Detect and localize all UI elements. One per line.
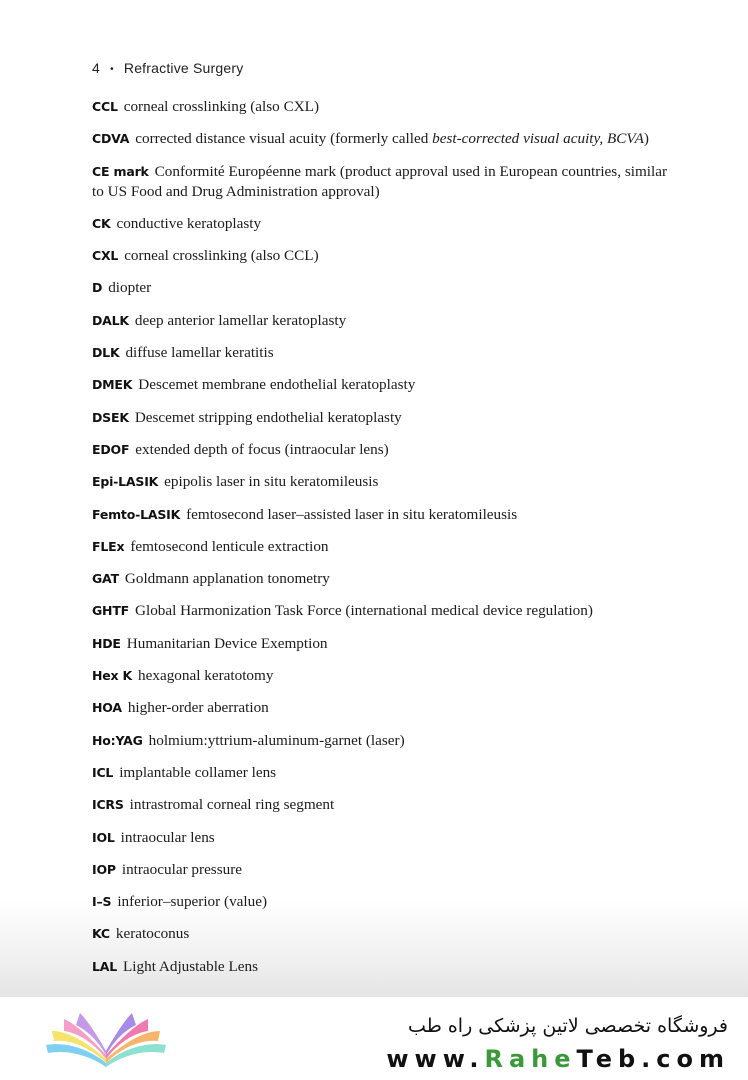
running-head: [92, 60, 243, 76]
store-url[interactable]: [386, 1045, 730, 1073]
abbreviation-definition: diffuse lamellar keratitis: [125, 344, 274, 362]
abbreviation-term: GAT: [92, 571, 119, 587]
abbreviation-definition: intraocular pressure: [121, 860, 243, 878]
abbreviation-definition: femtosecond lenticule extraction: [130, 537, 329, 555]
abbreviation-definition: Humanitarian Device Exemption: [126, 634, 328, 652]
store-footer: [0, 997, 748, 1080]
abbreviation-definition: inferior–superior (value): [117, 893, 268, 911]
abbreviation-list: [92, 97, 667, 989]
abbreviation-term: Epi-LASIK: [92, 474, 159, 490]
section-title: Refractive Surgery: [123, 60, 244, 76]
abbreviation-entry: [92, 828, 667, 848]
abbreviation-term: EDOF: [92, 441, 130, 457]
abbreviation-definition: holmium:yttrium-aluminum-garnet (laser): [148, 731, 405, 749]
abbreviation-entry: [92, 957, 667, 977]
abbreviation-definition: corneal crosslinking (also CCL): [124, 247, 319, 265]
abbreviation-definition: Conformité Européenne mark (product approval used in European countries, similar to US Food and Drug Administration approval): [92, 162, 668, 200]
abbreviation-term: CXL: [92, 248, 119, 264]
abbreviation-definition: corrected distance visual acuity (formerly called: [135, 130, 433, 148]
abbreviation-term: CDVA: [92, 131, 130, 147]
abbreviation-definition: extended depth of focus (intraocular lens): [135, 440, 389, 458]
abbreviation-definition: intraocular lens: [120, 828, 215, 846]
url-prefix: www.: [386, 1045, 485, 1073]
bullet-separator: •: [110, 64, 114, 75]
abbreviation-term: D: [92, 280, 103, 296]
abbreviation-definition: epipolis laser in situ keratomileusis: [164, 473, 379, 491]
abbreviation-term: Ho:YAG: [92, 732, 143, 748]
abbreviation-definition: Descemet membrane endothelial keratoplasty: [138, 376, 416, 394]
abbreviation-term: IOP: [92, 861, 116, 877]
abbreviation-entry: [92, 440, 667, 460]
abbreviation-term: KC: [92, 926, 110, 942]
abbreviation-term: ICRS: [92, 797, 124, 813]
abbreviation-term: ICL: [92, 764, 114, 780]
abbreviation-entry: [92, 408, 667, 428]
url-rahe: Rahe: [484, 1045, 577, 1073]
abbreviation-term: DALK: [92, 312, 129, 328]
abbreviation-definition: diopter: [108, 279, 152, 297]
abbreviation-term: DMEK: [92, 377, 133, 393]
abbreviation-definition: femtosecond laser–assisted laser in situ keratomileusis: [186, 505, 518, 523]
abbreviation-definition: conductive keratoplasty: [116, 214, 262, 232]
abbreviation-entry: [92, 763, 667, 783]
abbreviation-entry: [92, 537, 667, 557]
abbreviation-entry: [92, 214, 667, 234]
abbreviation-definition: Goldmann applanation tonometry: [124, 570, 330, 588]
url-suffix: .com: [641, 1045, 730, 1073]
open-book-rainbow-icon: [40, 1011, 172, 1069]
abbreviation-entry: [92, 634, 667, 654]
abbreviation-entry: [92, 924, 667, 944]
store-name: فروشگاه تخصصی لاتین پزشکی راه طب: [408, 1015, 728, 1037]
abbreviation-entry: [92, 97, 667, 117]
url-teb: Teb: [576, 1045, 642, 1073]
abbreviation-term: GHTF: [92, 603, 129, 619]
abbreviation-definition: Descemet stripping endothelial keratoplasty: [134, 408, 402, 426]
abbreviation-definition: keratoconus: [115, 925, 190, 943]
abbreviation-entry: [92, 795, 667, 815]
abbreviation-definition: Light Adjustable Lens: [123, 957, 258, 975]
abbreviation-entry: [92, 472, 667, 492]
abbreviation-term: FLEx: [92, 538, 125, 554]
abbreviation-definition: intrastromal corneal ring segment: [129, 796, 335, 814]
abbreviation-entry: [92, 698, 667, 718]
abbreviation-entry: [92, 129, 667, 149]
abbreviation-definition: deep anterior lamellar keratoplasty: [134, 311, 347, 329]
abbreviation-term: HDE: [92, 635, 121, 651]
abbreviation-entry: [92, 601, 667, 621]
abbreviation-term: IOL: [92, 829, 115, 845]
abbreviation-term: CK: [92, 215, 111, 231]
abbreviation-entry: [92, 569, 667, 589]
abbreviation-entry: [92, 375, 667, 395]
abbreviation-definition-italic: best-corrected visual acuity, BCVA: [432, 130, 644, 148]
abbreviation-term: DSEK: [92, 409, 129, 425]
abbreviation-term: Hex K: [92, 668, 133, 684]
abbreviation-entry: [92, 311, 667, 331]
abbreviation-entry: [92, 505, 667, 525]
abbreviation-definition-tail: ): [643, 130, 649, 148]
abbreviation-term: LAL: [92, 958, 118, 974]
abbreviation-definition: implantable collamer lens: [119, 763, 277, 781]
abbreviation-entry: [92, 246, 667, 266]
abbreviation-entry: [92, 731, 667, 751]
abbreviation-term: CE mark: [92, 163, 149, 179]
abbreviation-term: DLK: [92, 345, 120, 361]
abbreviation-definition: Global Harmonization Task Force (international medical device regulation): [135, 602, 593, 620]
abbreviation-definition: hexagonal keratotomy: [138, 667, 274, 685]
abbreviation-entry: [92, 892, 667, 912]
abbreviation-term: Femto-LASIK: [92, 506, 181, 522]
abbreviation-entry: [92, 278, 667, 298]
page-number: 4: [92, 60, 100, 76]
abbreviation-term: I–S: [92, 894, 112, 910]
abbreviation-definition: corneal crosslinking (also CXL): [123, 98, 319, 115]
abbreviation-term: HOA: [92, 700, 122, 716]
abbreviation-entry: [92, 666, 667, 686]
abbreviation-entry: [92, 162, 667, 202]
abbreviation-term: CCL: [92, 99, 118, 114]
abbreviation-definition: higher-order aberration: [127, 699, 269, 717]
abbreviation-entry: [92, 860, 667, 880]
abbreviation-entry: [92, 343, 667, 363]
